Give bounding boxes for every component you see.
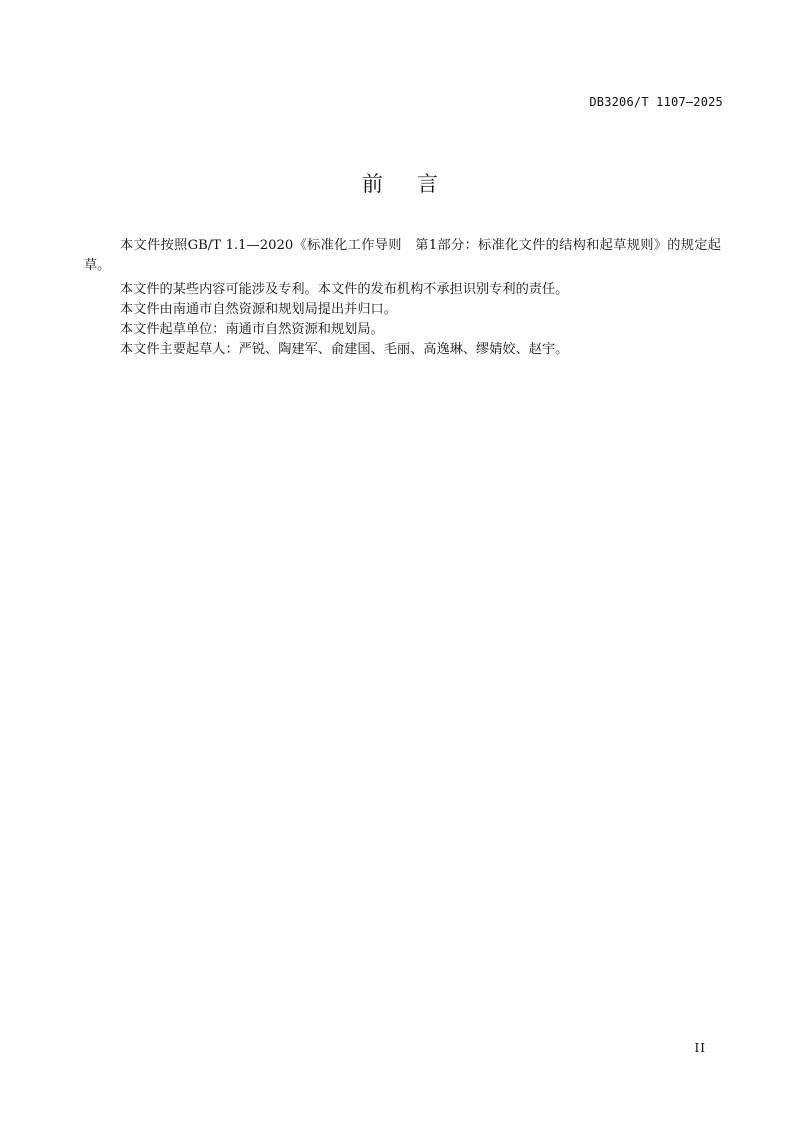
- paragraph-drafters: 本文件主要起草人：严锐、陶建军、俞建国、毛丽、高逸琳、缪婧姣、赵宇。: [120, 342, 569, 357]
- page-title: 前言: [362, 172, 472, 196]
- paragraph-drafting-rules: 本文件按照GB/T 1.1—2020《标准化工作导则 第1部分：标准化文件的结构和起草规则》的规定起草。: [84, 238, 721, 273]
- page-number: II: [694, 1041, 706, 1055]
- paragraph-drafting-unit: 本文件起草单位：南通市自然资源和规划局。: [120, 322, 384, 337]
- paragraph-proposer: 本文件由南通市自然资源和规划局提出并归口。: [120, 302, 397, 317]
- document-code: DB3206/T 1107—2025: [589, 95, 723, 109]
- paragraph-patent-notice: 本文件的某些内容可能涉及专利。本文件的发布机构不承担识别专利的责任。: [120, 282, 569, 297]
- foreword-body: [84, 236, 721, 360]
